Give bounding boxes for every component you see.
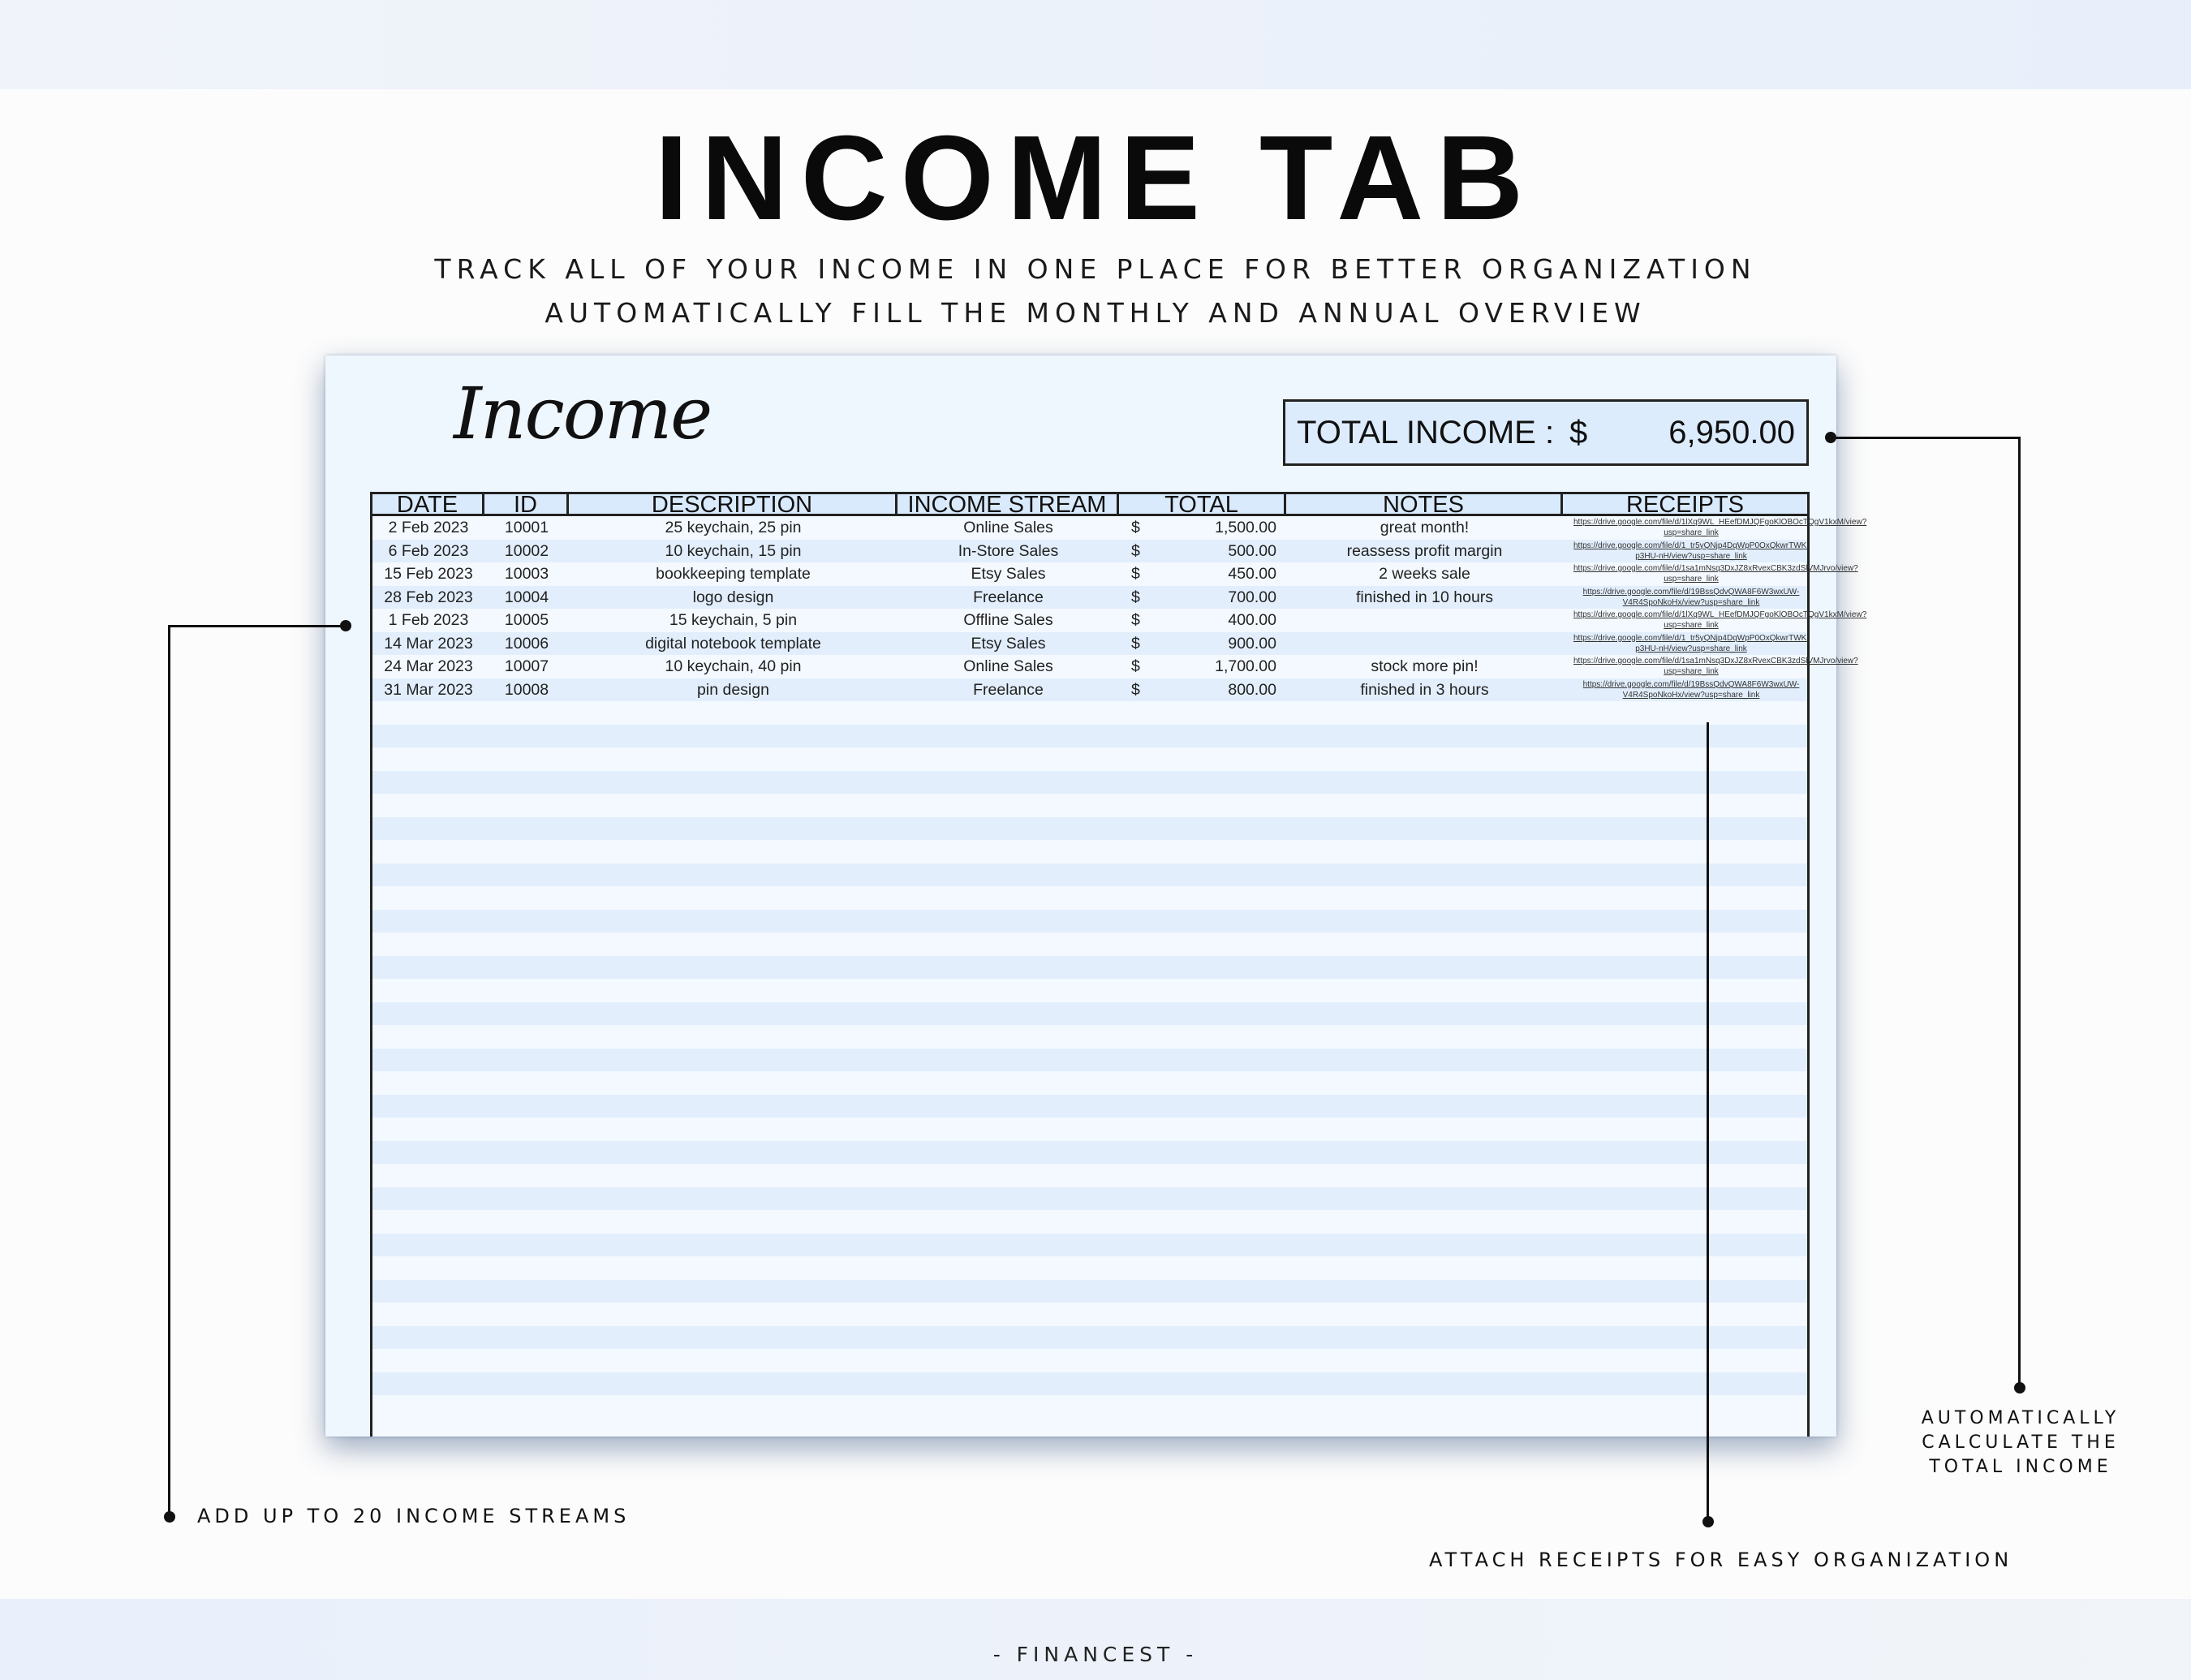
table-row[interactable] (372, 655, 1858, 678)
empty-table-row[interactable] (372, 1049, 1807, 1072)
subtitle-line-1: TRACK ALL OF YOUR INCOME IN ONE PLACE FOR BETTER ORGANIZATION (434, 253, 1757, 285)
cell-description: pin design (697, 680, 769, 699)
table-row[interactable] (372, 609, 1867, 632)
empty-table-row[interactable] (372, 840, 1807, 864)
column-header-receipts[interactable]: RECEIPTS (1625, 492, 1745, 518)
cell-currency: $ (1131, 634, 1140, 653)
empty-table-row[interactable] (372, 864, 1807, 887)
table-header (372, 492, 1807, 516)
empty-table-row[interactable] (372, 1395, 1807, 1419)
cell-notes: finished in 3 hours (1360, 680, 1489, 699)
callout-dot-left-start (340, 620, 351, 631)
cell-id: 10005 (504, 611, 549, 629)
cell-id: 10001 (504, 519, 549, 536)
empty-table-row[interactable] (372, 1141, 1807, 1165)
empty-table-row[interactable] (372, 1187, 1807, 1211)
cell-description: 10 keychain, 40 pin (665, 657, 802, 675)
callout-text-right (1915, 1406, 2126, 1480)
table-row[interactable] (372, 678, 1807, 702)
cell-income-stream: Freelance (973, 588, 1044, 606)
cell-notes (1286, 609, 1563, 632)
callout-line-right-horizontal (1832, 437, 2021, 439)
cell-currency: $ (1131, 657, 1140, 675)
cell-currency: $ (1131, 588, 1140, 606)
empty-table-row[interactable] (372, 910, 1807, 933)
callout-text-right-line-2: CALCULATE THE (1922, 1432, 2120, 1453)
cell-income-stream: Online Sales (963, 657, 1053, 675)
sheet-title: Income (454, 372, 712, 455)
cell-currency: $ (1131, 680, 1140, 699)
empty-table-row[interactable] (372, 1025, 1807, 1049)
cell-receipt-link[interactable]: https://drive.google.com/file/d/1sa1mNsq3DxJZ8xRvexCBK3zdSlVMJrvo/view?usp=share_link (1573, 564, 1858, 584)
cell-id: 10002 (504, 541, 549, 560)
callout-text-right-line-3: TOTAL INCOME (1929, 1457, 2112, 1477)
empty-table-row[interactable] (372, 1303, 1807, 1326)
cell-id: 10004 (504, 588, 549, 606)
column-header-id[interactable]: ID (484, 494, 569, 514)
empty-table-row[interactable] (372, 1326, 1807, 1350)
cell-notes: finished in 10 hours (1355, 588, 1494, 606)
cell-income-stream: Etsy Sales (971, 565, 1046, 583)
callout-line-receipts (1707, 722, 1709, 1522)
cell-income-stream: Etsy Sales (971, 634, 1046, 653)
cell-currency: $ (1131, 611, 1140, 629)
cell-description: 10 keychain, 15 pin (665, 541, 802, 560)
table-row[interactable] (372, 516, 1867, 540)
empty-table-row[interactable] (372, 1002, 1807, 1026)
empty-table-row[interactable] (372, 1256, 1807, 1280)
empty-table-row[interactable] (372, 747, 1807, 771)
callout-dot-right-start (1825, 432, 1836, 443)
empty-table-row[interactable] (372, 794, 1807, 817)
empty-table-row[interactable] (372, 1280, 1807, 1303)
cell-description: bookkeeping template (656, 565, 811, 583)
cell-income-stream: Online Sales (963, 519, 1053, 536)
empty-table-row[interactable] (372, 1210, 1807, 1234)
empty-table-row[interactable] (372, 956, 1807, 980)
cell-notes (1286, 632, 1563, 656)
footer-brand: - FINANCEST - (992, 1643, 1199, 1666)
empty-table-row[interactable] (372, 1372, 1807, 1396)
callout-text-right-line-1: AUTOMATICALLY (1921, 1408, 2120, 1428)
cell-income-stream: In-Store Sales (958, 541, 1059, 560)
cell-currency: $ (1131, 541, 1140, 560)
callout-text-receipts: ATTACH RECEIPTS FOR EASY ORGANIZATION (1429, 1549, 2013, 1571)
cell-receipt-link[interactable]: https://drive.google.com/file/d/1lXq9WL_HEefDMJQFgoKlOBOcTQgV1kxM/view?usp=share_link (1573, 610, 1867, 630)
cell-date: 24 Mar 2023 (384, 657, 473, 675)
cell-currency: $ (1131, 565, 1140, 583)
empty-table-row[interactable] (372, 933, 1807, 956)
table-row[interactable] (372, 540, 1810, 563)
callout-line-right-long (2018, 437, 2021, 1388)
top-band (0, 0, 2191, 89)
empty-table-row[interactable] (372, 1095, 1807, 1118)
cell-notes: great month! (1380, 519, 1470, 536)
cell-total: 1,500.00 (1215, 519, 1276, 536)
empty-table-row[interactable] (372, 1164, 1807, 1187)
column-header-notes[interactable]: NOTES (1286, 494, 1563, 514)
callout-text-left: ADD UP TO 20 INCOME STREAMS (197, 1505, 631, 1527)
cell-receipt-link[interactable]: https://drive.google.com/file/d/1lXq9WL_HEefDMJQFgoKlOBOcTQgV1kxM/view?usp=share_link (1573, 518, 1867, 537)
callout-line-left (168, 625, 170, 1518)
empty-table-row[interactable] (372, 817, 1807, 841)
empty-table-row[interactable] (372, 1071, 1807, 1095)
cell-total: 1,700.00 (1215, 657, 1276, 675)
callout-line-left-horizontal (168, 625, 347, 627)
callout-dot-receipts (1702, 1516, 1714, 1527)
bottom-band (0, 1599, 2191, 1680)
empty-table-row[interactable] (372, 1234, 1807, 1257)
cell-receipt-link[interactable]: https://drive.google.com/file/d/1_tr5yQNjp4DqWpP0OxQkwrTWK-p3HU-nH/view?usp=share_link (1573, 541, 1810, 561)
callout-dot-right-end (2014, 1382, 2025, 1394)
cell-total: 800.00 (1228, 680, 1276, 699)
cell-income-stream: Offline Sales (963, 611, 1053, 629)
cell-id: 10007 (504, 657, 549, 675)
cell-total: 900.00 (1228, 634, 1276, 653)
page-title: INCOME TAB (654, 111, 1537, 245)
total-income-label: TOTAL INCOME : (1297, 415, 1555, 450)
table-row[interactable] (372, 586, 1807, 610)
empty-table-row[interactable] (372, 725, 1807, 748)
empty-table-row[interactable] (372, 1349, 1807, 1372)
cell-description: digital notebook template (645, 634, 821, 653)
income-table (370, 492, 1867, 1437)
table-row[interactable] (372, 562, 1858, 586)
cell-notes: 2 weeks sale (1379, 565, 1470, 583)
cell-total: 500.00 (1228, 541, 1276, 560)
cell-id: 10003 (504, 565, 549, 583)
cell-total: 700.00 (1228, 588, 1276, 606)
column-header-income-stream[interactable]: INCOME STREAM (897, 494, 1119, 514)
empty-table-row[interactable] (372, 701, 1807, 725)
cell-id: 10006 (504, 634, 549, 653)
cell-notes: stock more pin! (1371, 657, 1479, 675)
cell-date: 15 Feb 2023 (384, 565, 473, 583)
cell-description: 15 keychain, 5 pin (669, 611, 798, 629)
cell-receipt-link[interactable]: https://drive.google.com/file/d/1sa1mNsq3DxJZ8xRvexCBK3zdSlVMJrvo/view?usp=share_link (1573, 657, 1858, 676)
empty-table-row[interactable] (372, 886, 1807, 910)
total-income-box (1283, 399, 1809, 466)
cell-date: 6 Feb 2023 (388, 541, 469, 560)
empty-table-row[interactable] (372, 979, 1807, 1002)
cell-description: logo design (692, 588, 774, 606)
cell-total: 400.00 (1228, 611, 1276, 629)
cell-date: 2 Feb 2023 (388, 519, 469, 536)
cell-description: 25 keychain, 25 pin (665, 519, 802, 536)
cell-date: 14 Mar 2023 (384, 634, 473, 653)
income-sheet-preview (325, 355, 1867, 1437)
column-header-total[interactable]: TOTAL (1119, 494, 1286, 514)
cell-date: 1 Feb 2023 (388, 611, 469, 629)
empty-table-row[interactable] (372, 771, 1807, 795)
cell-id: 10008 (504, 680, 549, 699)
table-row[interactable] (372, 632, 1810, 656)
cell-date: 28 Feb 2023 (384, 588, 473, 606)
column-header-date[interactable]: DATE (372, 494, 484, 514)
cell-date: 31 Mar 2023 (384, 680, 473, 699)
cell-receipt-link[interactable]: https://drive.google.com/file/d/19BssQdvQWA8F6W3wxUW-V4R4SpoNkoHx/view?usp=share_link (1582, 587, 1800, 607)
total-income-value: 6,950.00 (1668, 415, 1795, 450)
cell-receipt-link[interactable]: https://drive.google.com/file/d/1_tr5yQNjp4DqWpP0OxQkwrTWK-p3HU-nH/view?usp=share_link (1573, 633, 1810, 653)
cell-income-stream: Freelance (973, 680, 1044, 699)
cell-receipt-link[interactable]: https://drive.google.com/file/d/19BssQdvQWA8F6W3wxUW-V4R4SpoNkoHx/view?usp=share_link (1582, 679, 1800, 700)
column-header-description[interactable]: DESCRIPTION (569, 494, 897, 514)
subtitle-line-2: AUTOMATICALLY FILL THE MONTHLY AND ANNUAL OVERVIEW (545, 297, 1646, 329)
cell-notes: reassess profit margin (1346, 541, 1503, 560)
callout-dot-left-end (164, 1511, 175, 1523)
total-income-currency: $ (1569, 415, 1588, 450)
empty-table-row[interactable] (372, 1118, 1807, 1141)
cell-total: 450.00 (1228, 565, 1276, 583)
cell-currency: $ (1131, 519, 1140, 536)
